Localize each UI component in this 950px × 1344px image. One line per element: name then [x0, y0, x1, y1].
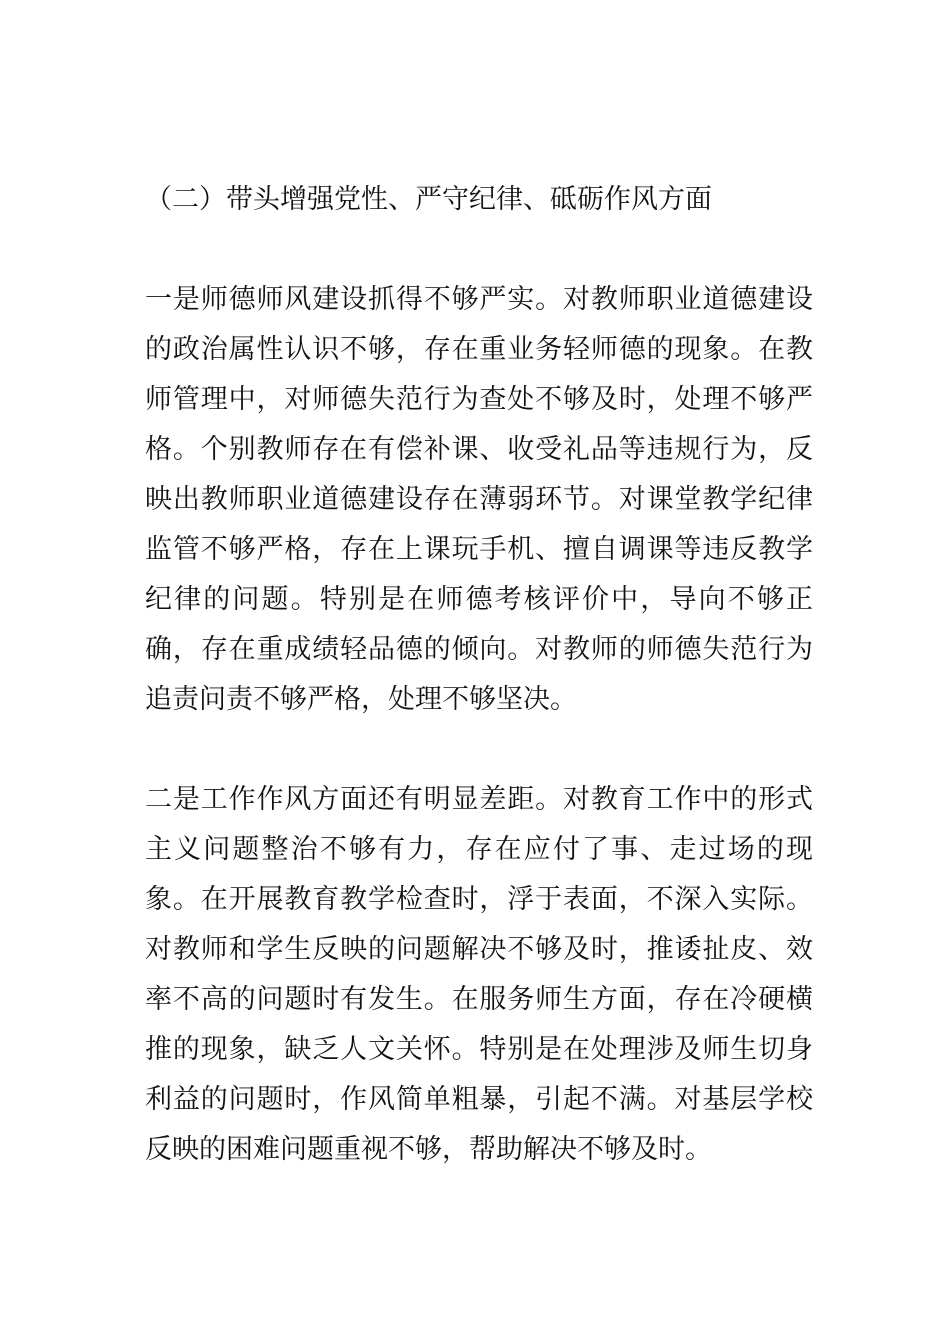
- paragraph-work-style: 二是工作作风方面还有明显差距。对教育工作中的形式主义问题整治不够有力，存在应付了事、走过场的现象。在开展教育教学检查时，浮于表面，不深入实际。对教师和学生反映的问题解决不够及时，推诿扯皮、效率不高的问题时有发生。在服务师生方面，存在冷硬横推的现象，缺乏人文关怀。特别是在处理涉及师生切身利益的问题时，作风简单粗暴，引起不满。对基层学校反映的困难问题重视不够，帮助解决不够及时。: [145, 784, 813, 1165]
- section-heading: （二）带头增强党性、严守纪律、砥砺作风方面: [145, 184, 712, 215]
- paragraph-teacher-ethics: 一是师德师风建设抓得不够严实。对教师职业道德建设的政治属性认识不够，存在重业务轻师德的现象。在教师管理中，对师德失范行为查处不够及时，处理不够严格。个别教师存在有偿补课、收受礼品等违规行为，反映出教师职业道德建设存在薄弱环节。对课堂教学纪律监管不够严格，存在上课玩手机、擅自调课等违反教学纪律的问题。特别是在师德考核评价中，导向不够正确，存在重成绩轻品德的倾向。对教师的师德失范行为追责问责不够严格，处理不够坚决。: [145, 284, 813, 715]
